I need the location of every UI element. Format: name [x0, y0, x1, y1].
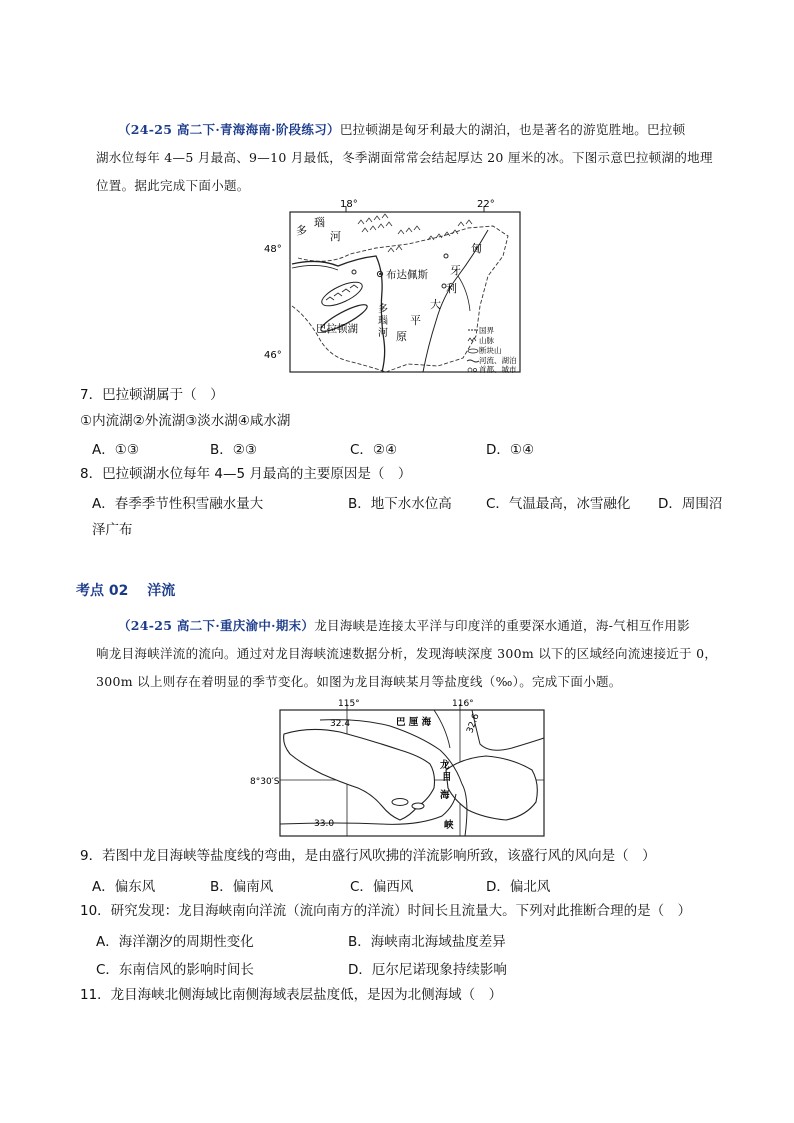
passage2-line1 — [118, 612, 690, 640]
section-title: 洋流 — [147, 583, 176, 599]
map2-strait-label: 海 — [440, 790, 450, 801]
map2-sea-label: 巴 厘 海 — [396, 717, 432, 728]
map1-legend-item: 山脉 — [479, 336, 494, 345]
map1-label: 瑙 — [378, 316, 388, 327]
map2-iso-label: 33.0 — [314, 819, 335, 829]
q9-option-a[interactable]: A．偏东风 — [92, 879, 156, 895]
map1-label: 多 — [296, 224, 307, 237]
passage1-line1 — [118, 116, 685, 144]
map1-label: 平 — [410, 314, 421, 327]
q7-option-c[interactable]: C．②④ — [350, 442, 398, 458]
q11-stem: 11．龙目海峡北侧海域比南侧海域表层盐度低，是因为北侧海域（ ） — [80, 987, 503, 1003]
passage1-source: （24-25 高二下·青海海南·阶段练习） — [118, 122, 340, 137]
map2-lon-right: 116° — [452, 699, 474, 709]
q10-option-a[interactable]: A．海洋潮汐的周期性变化 — [96, 934, 254, 950]
q9-stem: 9．若图中龙目海峡等盐度线的弯曲，是由盛行风吹拂的洋流影响所致，该盛行风的风向是（ ） — [80, 848, 656, 864]
q8-stem: 8．巴拉顿湖水位每年 4—5 月最高的主要原因是（ ） — [80, 466, 412, 482]
q7-items: ①内流湖②外流湖③淡水湖④咸水湖 — [80, 413, 291, 429]
map2-small-island — [392, 799, 408, 806]
map1-label: 匈 — [471, 242, 482, 255]
q7-stem: 7．巴拉顿湖属于（ ） — [80, 387, 224, 403]
q9-option-d[interactable]: D．偏北风 — [486, 879, 551, 895]
map2-lat: 8°30′S — [250, 777, 280, 787]
section-heading — [76, 580, 175, 600]
q8-option-a[interactable]: A．春季季节性积雪融水量大 — [92, 496, 264, 512]
map1-label-budapest: 布达佩斯 — [386, 269, 428, 281]
map1-legend-item: 国界 — [479, 326, 494, 335]
q7-option-d[interactable]: D．①④ — [486, 442, 535, 458]
q8-option-d-cont: 泽广布 — [92, 522, 133, 538]
map1-lon-left: 18° — [340, 199, 358, 210]
passage2-text-1: 龙目海峡是连接太平洋与印度洋的重要深水通道，海-气相互作用影 — [314, 618, 690, 633]
map1-label: 牙 — [450, 264, 461, 277]
map1-label: 大 — [430, 298, 441, 311]
q7-option-a[interactable]: A．①③ — [92, 442, 139, 458]
map1-label: 利 — [446, 282, 457, 295]
map1-label: 多 — [378, 304, 388, 315]
passage1-line2: 湖水位每年 4—5 月最高、9—10 月最低，冬季湖面常常会结起厚达 20 厘米的冰。下图示意巴拉顿湖的地理 — [96, 150, 713, 165]
balaton-map — [258, 196, 533, 376]
map2-lon-left: 115° — [338, 699, 360, 709]
map2-iso-label: 32.6 — [465, 712, 482, 735]
passage2-line3: 300m 以上则存在着明显的季节变化。如图为龙目海峡某月等盐度线（‰）。完成下面小题。 — [96, 674, 622, 689]
q7-option-b[interactable]: B．②③ — [210, 442, 257, 458]
q8-option-d[interactable]: D．周围沼 — [658, 496, 723, 512]
map1-label: 瑙 — [314, 216, 325, 229]
map1-lat-bottom: 46° — [264, 350, 282, 361]
map1-legend-item: 河流、湖泊 — [479, 356, 517, 365]
map1-label: 原 — [396, 330, 407, 343]
passage2-source: （24-25 高二下·重庆渝中·期末） — [118, 618, 315, 633]
map1-capital-dot — [379, 273, 381, 275]
map2-strait-label: 龙 — [440, 760, 450, 771]
q10-option-c[interactable]: C．东南信风的影响时间长 — [96, 962, 254, 978]
q9-option-b[interactable]: B．偏南风 — [210, 879, 274, 895]
q10-option-b[interactable]: B．海峡南北海域盐度差异 — [348, 934, 506, 950]
passage1-line3: 位置。据此完成下面小题。 — [96, 178, 250, 193]
map1-label: 河 — [330, 230, 341, 243]
map1-legend-item: 首都、城市 — [479, 365, 517, 374]
section-label: 考点 02 — [76, 583, 129, 599]
q8-option-b[interactable]: B．地下水水位高 — [348, 496, 452, 512]
passage1-text-1: 巴拉顿湖是匈牙利最大的湖泊，也是著名的游览胜地。巴拉顿 — [339, 122, 686, 137]
map2-small-island — [412, 803, 424, 809]
map1-label-balaton: 巴拉顿湖 — [316, 323, 358, 335]
map1-lat-top: 48° — [264, 244, 282, 255]
map1-legend-item: 断块山 — [479, 346, 502, 355]
lombok-strait-map — [250, 698, 550, 840]
q10-stem: 10．研究发现：龙目海峡南向洋流（流向南方的洋流）时间长且流量大。下列对此推断合理的是（ ） — [80, 903, 692, 919]
passage2-line2: 响龙目海峡洋流的流向。通过对龙目海峡流速数据分析，发现海峡深度 300m 以下的区域经向流速接近于 0， — [96, 646, 718, 661]
q10-option-d[interactable]: D．厄尔尼诺现象持续影响 — [348, 962, 507, 978]
q9-option-c[interactable]: C．偏西风 — [350, 879, 414, 895]
map2-iso-label: 32.4 — [330, 719, 351, 729]
q8-option-c[interactable]: C．气温最高，冰雪融化 — [486, 496, 631, 512]
map2-strait-label: 峡 — [444, 820, 454, 831]
map1-lon-right: 22° — [477, 199, 495, 210]
map1-label: 河 — [378, 328, 388, 339]
map2-strait-label: 目 — [442, 772, 452, 783]
